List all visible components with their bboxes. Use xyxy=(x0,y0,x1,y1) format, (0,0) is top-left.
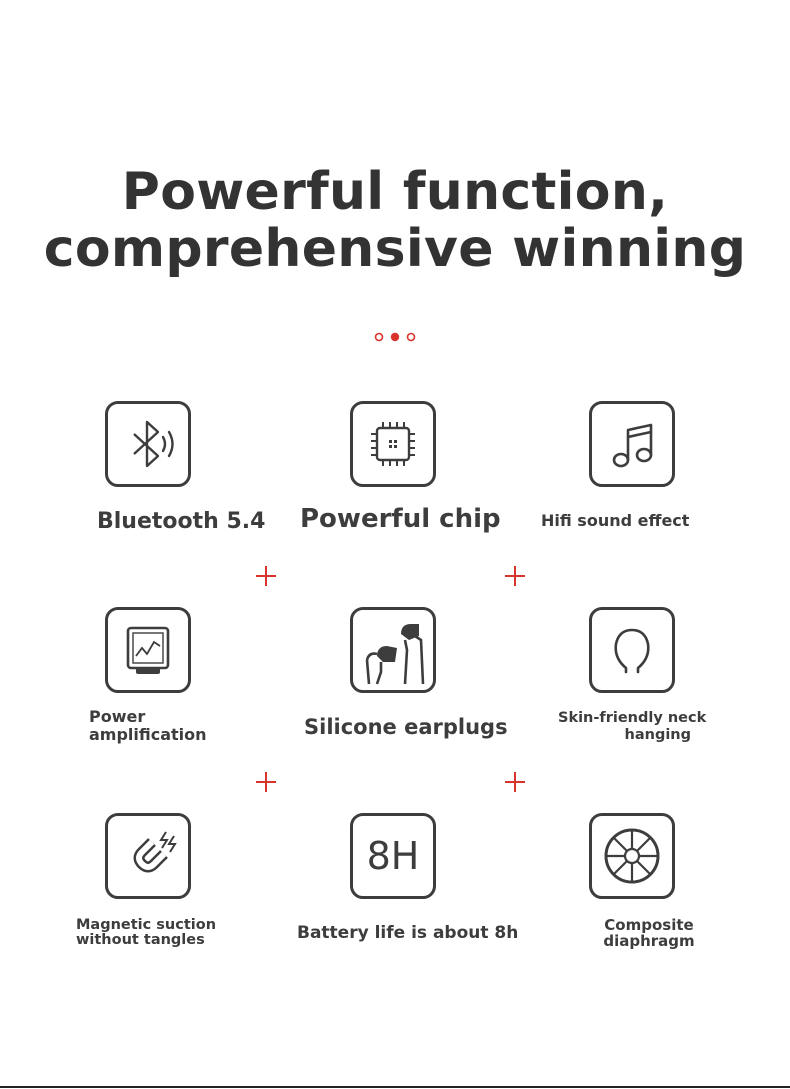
earplugs-icon xyxy=(353,610,433,690)
chip-icon xyxy=(353,404,433,484)
plus-icon xyxy=(255,771,277,793)
neckband-icon xyxy=(592,610,672,690)
plus-icon xyxy=(504,771,526,793)
feature-earplugs xyxy=(350,607,436,693)
feature-amplification xyxy=(105,607,191,693)
feature-label-earplugs: Silicone earplugs xyxy=(304,715,508,739)
feature-label-bluetooth: Bluetooth 5.4 xyxy=(97,509,266,534)
feature-label-amplification xyxy=(89,708,207,745)
feature-neck xyxy=(589,607,675,693)
magnet-icon xyxy=(108,816,188,896)
headline-line-1: Powerful function, xyxy=(121,162,669,222)
feature-hifi xyxy=(589,401,675,487)
feature-label-battery: Battery life is about 8h xyxy=(297,923,519,943)
feature-label-line: Skin-friendly neck xyxy=(558,710,707,726)
feature-label-hifi: Hifi sound effect xyxy=(541,511,690,530)
feature-label-neck xyxy=(558,710,707,743)
feature-chip xyxy=(350,401,436,487)
feature-label-diaphragm xyxy=(600,918,698,950)
feature-bluetooth xyxy=(105,401,191,487)
feature-label-line: diaphragm xyxy=(603,931,695,950)
section-dots xyxy=(372,331,418,343)
plus-icon xyxy=(504,565,526,587)
feature-label-line: without tangles xyxy=(76,932,205,949)
feature-label-line: Composite xyxy=(604,916,694,934)
music-note-icon xyxy=(592,404,672,484)
feature-label-magnetic xyxy=(76,918,216,948)
feature-label-line: Power xyxy=(89,707,146,726)
feature-label-line: amplification xyxy=(89,725,207,745)
amplifier-chart-icon xyxy=(108,610,188,690)
feature-label-line: hanging xyxy=(624,726,691,743)
battery-8h-icon: 8H xyxy=(366,834,420,878)
feature-magnetic xyxy=(105,813,191,899)
feature-diaphragm xyxy=(589,813,675,899)
plus-icon xyxy=(255,565,277,587)
headline-line-2: comprehensive winning xyxy=(43,219,747,279)
feature-battery xyxy=(350,813,436,899)
bluetooth-icon xyxy=(108,404,188,484)
feature-label-line: Magnetic suction xyxy=(76,917,217,933)
diaphragm-icon xyxy=(592,816,672,896)
feature-label-chip: Powerful chip xyxy=(300,504,501,534)
bottom-divider xyxy=(0,1086,790,1088)
